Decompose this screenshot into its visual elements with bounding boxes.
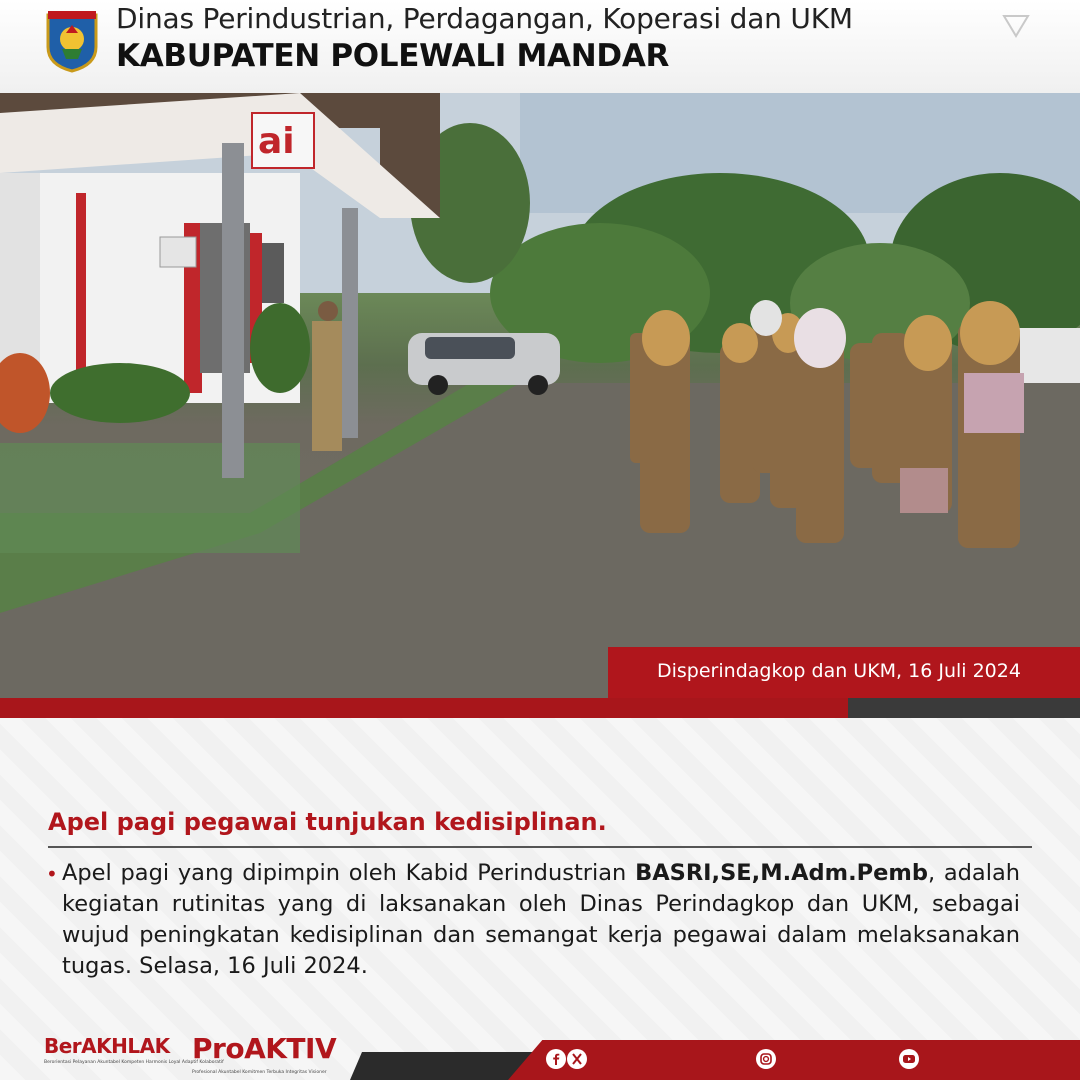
photo-caption: Disperindagkop dan UKM, 16 Juli 2024 [657,660,1021,682]
triangle-decor-icon [1002,14,1030,38]
event-photo [0,93,1080,698]
footer-red-bar [508,1040,1080,1080]
proaktiv-subtitle: Profesional Akuntabel Komitmen Terbuka Integritas Visioner [192,1070,327,1075]
proaktiv-logo [192,1026,352,1074]
berakhlak-title: BerAKHLAK [44,1034,170,1058]
bullet-point: • [46,862,58,886]
x-icon[interactable] [567,1049,587,1069]
header-agency-name: Dinas Perindustrian, Perdagangan, Koperasi dan UKM [116,2,853,35]
paragraph-text-end: , adalah kegiatan rutinitas yang di laksanakan oleh Dinas Perindagkop dan UKM, sebagai wujud peningkatan kedisiplinan dan semangat kerja pegawai dalam melaksanakan tugas. Selasa, 16 Juli 2024. [62,860,1021,979]
header [0,0,1080,93]
headline-divider [48,846,1032,848]
dark-divider-band [848,698,1080,718]
shop-sign-text: ai [258,121,295,162]
paragraph-text-start: Apel pagi yang dipimpin oleh Kabid Perindustrian [62,860,636,886]
article-headline: Apel pagi pegawai tunjukan kedisiplinan. [48,808,607,836]
proaktiv-title: ProAKTIV [192,1032,337,1065]
instagram-icon[interactable] [756,1049,776,1069]
berakhlak-subtitle: Berorientasi Pelayanan Akuntabel Kompeten Harmonis Loyal Adaptif Kolaboratif [44,1060,224,1065]
paragraph-official-name: BASRI,SE,M.Adm.Pemb [635,860,928,886]
header-regency-name: KABUPATEN POLEWALI MANDAR [116,38,670,74]
red-divider-band [0,698,848,718]
article-paragraph [62,858,1020,982]
youtube-icon[interactable] [899,1049,919,1069]
berakhlak-logo [44,1026,224,1072]
facebook-icon[interactable] [546,1049,566,1069]
regency-logo [44,9,100,73]
